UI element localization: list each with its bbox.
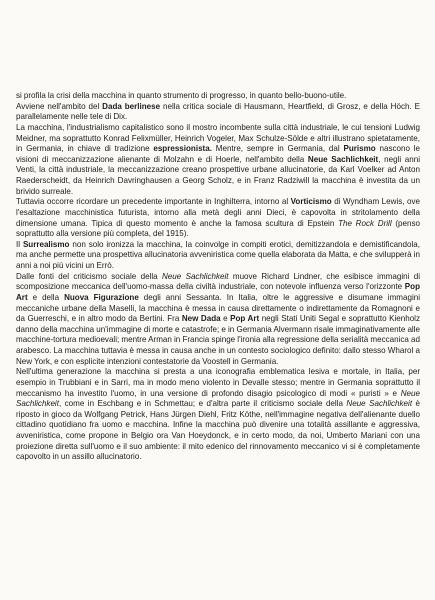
text-run: Nell'ultima generazione la macchina si presta a una iconografia emblematica lesiva e mortale, in Italia, per esempio in Trubbiani e in Sarri, ma in modo meno violento in Devalle stesso; mentre in Germania soprattutto il meccanismo ha investito l'uomo, in una versione di profondo disagio psicologico di modi « puristi » e [16, 367, 420, 398]
italic-term: Neue Sachlichkeit [16, 388, 420, 409]
paragraph [16, 272, 420, 368]
bold-term: Dada berlinese [102, 101, 161, 111]
text-run: nella critica sociale di Hausmann, Heartfield, di Grosz, e della Höch. E parallelamente nelle tele di Dix. [16, 101, 420, 122]
text-run: La macchina, l'industrialismo capitalistico sono il mostro incombente sulla città industriale, le cui tensioni Ludwig Meidner, ma soprattutto Konrad Felixmüller, Heinrich Vogeler, Max Schulze-Sölde e altri illustrano spietatamente, in Germania, in chiave di tradizione [16, 122, 420, 154]
paragraph [16, 197, 420, 240]
text-run: nascono le visioni di meccanizzazione alienante di Molzahn e di Hoerle, nell'ambito della [16, 144, 420, 164]
text-run: degli anni Sessanta. In Italia, oltre le aggressive e disumane immagini meccaniche urbane della Maselli, la macchina è messa in causa direttamente o indirettamente da Romagnoni e da Guerreschi, e in altro modo da Bertini. Fra [16, 292, 420, 324]
text-run: e [220, 314, 231, 324]
text-run: (penso soprattutto alla versione più completa, del 1915). [16, 218, 420, 239]
text-run: , negli anni Venti, la città industriale, la meccanizzazione creano prospettive urbane allucinatorie, da Karl Voelker ad Anton Raederscheidt, da Heinrich Davringhausen a Georg Scholz, e in Franz Radziwill la macchina è investita da un brivido surreale. [16, 154, 420, 196]
paragraph [16, 367, 420, 463]
text-run: Tuttavia occorre ricordare un precedente importante in Inghilterra, intorno al [16, 197, 291, 207]
text-run: di Wyndham Lewis, ove l'esaltazione macchinistica futurista, intorno alla metà degli anni Dieci, è capovolta in stritolamento della dimensione umana. Tipica di questo momento è anche la famosa scultura di Epstein [16, 197, 420, 228]
bold-term: Vorticismo [290, 197, 332, 207]
article-body [16, 91, 420, 463]
bold-term: espressionista. [153, 144, 212, 154]
paragraph [16, 91, 420, 102]
text-run: Dalle fonti del criticismo sociale della [16, 271, 162, 281]
bold-term: Surrealismo [22, 239, 70, 249]
paragraph [16, 102, 420, 123]
bold-term: Pop Art [16, 282, 420, 302]
text-run: muove Richard Lindner, che esibisce immagini di scomposizione meccanica dell'uomo-massa della civiltà industriale, con notevole influenza verso l'orizzonte [16, 271, 420, 292]
text-run: è riposto in gioco da Wolfgang Petrick, Hans Jürgen Diehl, Fritz Köthe, nell'immagine negativa dell'alienante duello cittadino quotidiano fra uomo e macchina. Infine la macchina può divenire una totalità assillante e aggressiva, avveniristica, come propone in Belgio ora Van Hoeydonck, e in certo modo, da noi, Umberto Mariani con una proiezione diretta sull'uomo e il suo ambiente: il mito edenico del rinnovamento meccanico vi si è completamente capovolto in un assillo allucinatorio. [16, 399, 420, 462]
text-run: si profila la crisi della macchina in quanto strumento di progresso, in quanto bello-buono-utile. [16, 91, 347, 100]
bold-term: Nuova Figurazione [64, 292, 139, 302]
italic-term: Neue Sachlichkeit [161, 271, 229, 281]
text-run: e della [27, 292, 65, 302]
bold-term: New Dada [181, 314, 221, 324]
text-run: Il [16, 239, 23, 249]
bold-term: Pop Art [230, 314, 260, 324]
bold-term: Neue Sachlichkeit [307, 154, 379, 164]
text-run: negli Stati Uniti Segal e soprattutto Kienholz danno della macchina un'immagine di morte e catastrofe; e in Germania Alvermann risale immaginativamente alle macchine-tortura medioevali; mentre Arman in Francia spinge l'ironia alla regressione della serialità meccanica ad arabesco. La macchina tuttavia è messa in causa anche in un contesto sociologico definito: dallo stesso Wharol a New York, e con esplicite intenzioni contestatorie da Voostell in Germania. [16, 314, 420, 366]
text-run: Avviene nell'ambito del [16, 101, 103, 111]
text-run: non solo ironizza la macchina, la coinvolge in compiti erotici, demitizzandola e demistificandola, ma anche permette una prospettiva allucinatoria avveniristica come quella elaborata da Matta, e che svilupperà in anni a noi più vicini un Errò. [16, 239, 420, 270]
italic-term: Neue Sachlichkeit [346, 399, 413, 409]
paragraph [16, 123, 420, 197]
text-run: Mentre, sempre in Germania, dal [211, 144, 344, 154]
text-run: , come in Eschbang e in Schmettau; e d'altra parte il criticismo sociale della [58, 399, 347, 409]
bold-term: Purismo [343, 144, 376, 154]
italic-term: The Rock Drill [338, 218, 392, 228]
paragraph [16, 240, 420, 272]
